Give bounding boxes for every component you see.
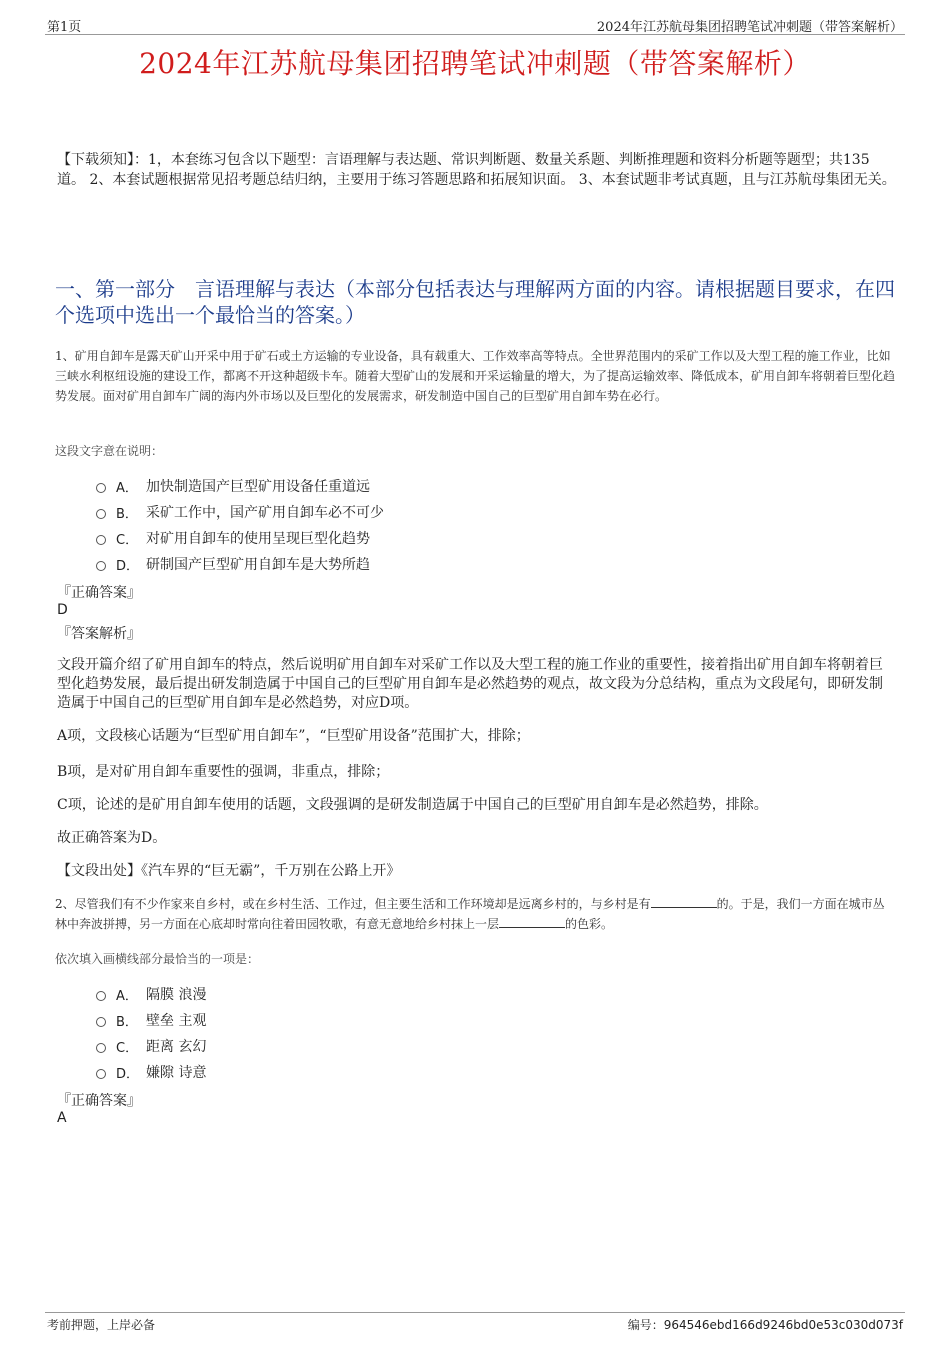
radio-icon[interactable] bbox=[96, 991, 106, 1001]
answer-label: 『正确答案』 bbox=[57, 585, 141, 601]
page-header bbox=[45, 14, 905, 35]
option-a[interactable]: A． 隔膜 浪漫 bbox=[96, 981, 596, 1007]
fill-blank-1 bbox=[651, 895, 717, 908]
option-a[interactable]: A． 加快制造国产巨型矿用设备任重道远 bbox=[96, 473, 596, 499]
radio-icon[interactable] bbox=[96, 535, 106, 545]
header-doc-name: 2024年江苏航母集团招聘笔试冲刺题（带答案解析） bbox=[596, 20, 903, 35]
option-text: 嫌隙 诗意 bbox=[146, 1065, 207, 1081]
option-text: 隔膜 浪漫 bbox=[146, 987, 207, 1003]
option-d[interactable]: D． 研制国产巨型矿用自卸车是大势所趋 bbox=[96, 551, 596, 577]
question-2-prompt: 依次填入画横线部分最恰当的一项是： bbox=[55, 952, 260, 966]
answer-label: 『正确答案』 bbox=[57, 1093, 141, 1109]
question-1-prompt: 这段文字意在说明： bbox=[55, 444, 164, 458]
page-footer bbox=[45, 1312, 905, 1333]
question-1-options bbox=[96, 473, 596, 577]
footer-slogan: 考前押题，上岸必备 bbox=[47, 1318, 156, 1332]
option-text: 距离 玄幻 bbox=[146, 1039, 207, 1055]
footer-code: 编号：964546ebd166d9246bd0e53c030d073f bbox=[627, 1318, 903, 1332]
analysis-option-a: A项，文段核心话题为“巨型矿用自卸车”，“巨型矿用设备”范围扩大，排除； bbox=[57, 728, 530, 744]
question-2-options bbox=[96, 981, 596, 1085]
page-number: 第1页 bbox=[47, 20, 82, 35]
option-text: 壁垒 主观 bbox=[146, 1013, 207, 1029]
analysis-option-c: C项，论述的是矿用自卸车使用的话题，文段强调的是研发制造属于中国自己的巨型矿用自卸车是必然趋势，排除。 bbox=[57, 797, 768, 813]
passage-source: 【文段出处】《汽车界的“巨无霸”，千万别在公路上开》 bbox=[57, 863, 401, 879]
answer-value: D bbox=[57, 602, 68, 618]
option-text: 采矿工作中，国产矿用自卸车必不可少 bbox=[146, 505, 384, 521]
answer-value: A bbox=[57, 1110, 67, 1126]
option-text: 对矿用自卸车的使用呈现巨型化趋势 bbox=[146, 531, 370, 547]
analysis-text: 文段开篇介绍了矿用自卸车的特点，然后说明矿用自卸车对采矿工作以及大型工程的施工作业的重要性，接着指出矿用自卸车将朝着巨型化趋势发展，最后提出研发制造属于中国自己的巨型矿用自卸车是必然趋势的观点，故文段为分总结构，重点为文段尾句，即研发制造属于中国自己的巨型矿用自卸车是必然趋势，对应D项。 bbox=[57, 657, 883, 711]
radio-icon[interactable] bbox=[96, 1069, 106, 1079]
question-2-text: 2、尽管我们有不少作家来自乡村，或在乡村生活、工作过，但主要生活和工作环境却是远离乡村的，与乡村是有 的。于是，我们一方面在城市丛林中奔波拼搏，另一方面在心底却时常向往着田园牧歌，有意无意地给乡村抹上一层 的色彩。 bbox=[55, 897, 885, 931]
analysis-conclusion: 故正确答案为D。 bbox=[57, 830, 167, 846]
section-heading: 一、第一部分 言语理解与表达（本部分包括表达与理解两方面的内容。请根据题目要求，在四个选项中选出一个最恰当的答案。） bbox=[55, 277, 895, 327]
option-b[interactable]: B． 壁垒 主观 bbox=[96, 1007, 596, 1033]
option-d[interactable]: D． 嫌隙 诗意 bbox=[96, 1059, 596, 1085]
analysis-label: 『答案解析』 bbox=[57, 626, 141, 642]
analysis-option-b: B项，是对矿用自卸车重要性的强调，非重点，排除； bbox=[57, 764, 390, 780]
option-b[interactable]: B． 采矿工作中，国产矿用自卸车必不可少 bbox=[96, 499, 596, 525]
radio-icon[interactable] bbox=[96, 483, 106, 493]
radio-icon[interactable] bbox=[96, 1017, 106, 1027]
document-title: 2024年江苏航母集团招聘笔试冲刺题（带答案解析） bbox=[139, 47, 811, 80]
radio-icon[interactable] bbox=[96, 561, 106, 571]
option-text: 加快制造国产巨型矿用设备任重道远 bbox=[146, 479, 370, 495]
download-notice: 【下载须知】：1，本套练习包含以下题型：言语理解与表达题、常识判断题、数量关系题、判断推理题和资料分析题等题型；共135道。 2、本套试题根据常见招考题总结归纳，主要用于练习答题思路和拓展知识面。 3、本套试题非考试真题，且与江苏航母集团无关。 bbox=[57, 152, 896, 188]
option-text: 研制国产巨型矿用自卸车是大势所趋 bbox=[146, 557, 370, 573]
radio-icon[interactable] bbox=[96, 1043, 106, 1053]
fill-blank-2 bbox=[499, 915, 565, 928]
question-1-text: 1、矿用自卸车是露天矿山开采中用于矿石或土方运输的专业设备，具有载重大、工作效率高等特点。全世界范围内的采矿工作以及大型工程的施工作业，比如三峡水利枢纽设施的建设工作，都离不开这种超级卡车。随着大型矿山的发展和开采运输量的增大，为了提高运输效率、降低成本，矿用自卸车将朝着巨型化趋势发展。面对矿用自卸车广阔的海内外市场以及巨型化的发展需求，研发制造中国自己的巨型矿用自卸车势在必行。 bbox=[55, 349, 896, 403]
radio-icon[interactable] bbox=[96, 509, 106, 519]
option-c[interactable]: C． 距离 玄幻 bbox=[96, 1033, 596, 1059]
option-c[interactable]: C． 对矿用自卸车的使用呈现巨型化趋势 bbox=[96, 525, 596, 551]
